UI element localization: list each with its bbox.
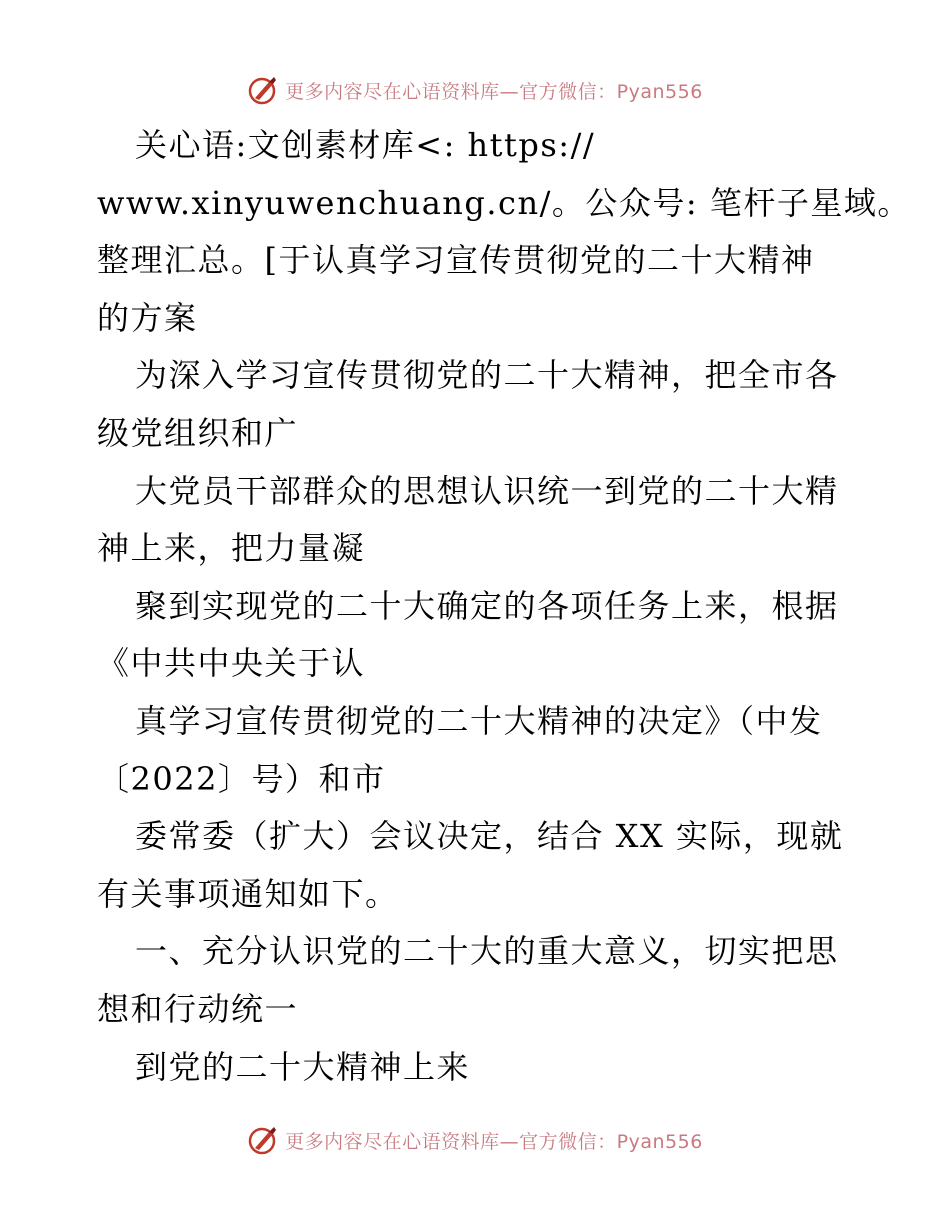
text-line: 有关事项通知如下。 xyxy=(97,874,399,913)
header-banner xyxy=(0,70,950,110)
text-line: 聚到实现党的二十大确定的各项任务上来，根据 xyxy=(135,586,839,625)
banner-text: 更多内容尽在心语资料库—官方微信：Pyan556 xyxy=(285,80,703,103)
pen-logo-icon xyxy=(247,74,279,106)
text-line: 一、充分认识党的二十大的重大意义，切实把思 xyxy=(135,932,839,971)
footer-banner xyxy=(0,1120,950,1160)
text-line: 真学习宣传贯彻党的二十大精神的决定》（中发 xyxy=(135,701,823,740)
text-line: 大党员干部群众的思想认识统一到党的二十大精 xyxy=(135,471,839,510)
text-line: 整理汇总。[于认真学习宣传贯彻党的二十大精神 xyxy=(97,241,815,280)
text-line: 关心语:文创素材库<: https:// xyxy=(135,126,596,164)
text-line: www.xinyuwenchuang.cn/。公众号: 笔杆子星域。 xyxy=(97,183,911,222)
text-line: 神上来，把力量凝 xyxy=(97,529,366,568)
document-body xyxy=(97,117,911,1096)
pen-logo-icon xyxy=(247,1124,279,1156)
text-line: 想和行动统一 xyxy=(97,989,299,1028)
text-line: 为深入学习宣传贯彻党的二十大精神，把全市各 xyxy=(135,356,839,395)
text-line: 委常委（扩大）会议决定，结合 XX 实际，现就 xyxy=(135,817,844,856)
text-line: 〔2022〕号）和市 xyxy=(97,759,386,798)
text-line: 《中共中央关于认 xyxy=(97,644,366,683)
text-line: 级党组织和广 xyxy=(97,413,299,452)
banner-text: 更多内容尽在心语资料库—官方微信：Pyan556 xyxy=(285,1130,703,1153)
text-line: 到党的二十大精神上来 xyxy=(135,1047,471,1086)
text-line: 的方案 xyxy=(97,298,198,337)
